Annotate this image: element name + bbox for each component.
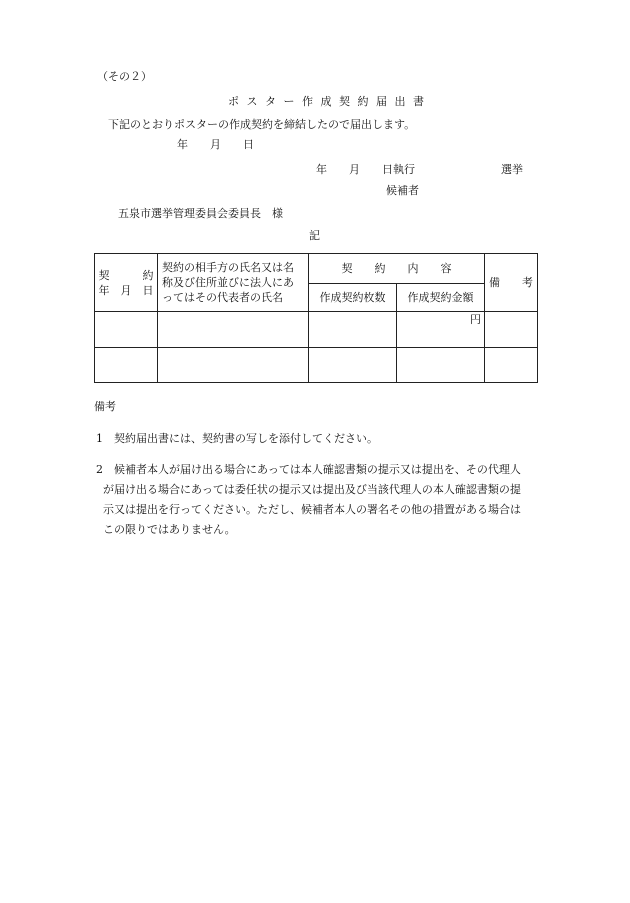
- intro-text: 下記のとおりポスターの作成契約を締結したので届出します。: [108, 118, 416, 131]
- table-row: [95, 348, 538, 383]
- cell-count-input[interactable]: [309, 312, 397, 348]
- header-contract-date-line1: 契 約: [98, 268, 154, 282]
- candidate-label: 候補者: [386, 184, 419, 197]
- header-counterparty: 契約の相手方の氏名又は名称及び住所並びに法人にあってはその代表者の氏名: [158, 254, 309, 312]
- notes-heading: 備考: [94, 400, 116, 413]
- note-item-2-line-4: この限りではありません。: [103, 523, 236, 536]
- yen-unit: 円: [470, 313, 481, 326]
- note-item-2-line-3: 示又は提出を行ってください。ただし、候補者本人の署名その他の措置がある場合は: [103, 503, 521, 516]
- cell-amount-input[interactable]: [397, 312, 485, 348]
- cell-remarks-input[interactable]: [485, 348, 538, 383]
- header-contract-amount: 作成契約金額: [397, 284, 485, 312]
- note-item-2: [96, 460, 521, 540]
- election-label: 選挙: [501, 163, 523, 176]
- addressee: 五泉市選挙管理委員会委員長 様: [118, 207, 283, 220]
- election-date: 年 月 日執行: [316, 163, 415, 176]
- header-contract-content: 契 約 内 容: [309, 254, 485, 284]
- header-remarks: 備 考: [485, 254, 538, 312]
- table-row: [95, 312, 538, 348]
- note-item-2-line-1: 2 候補者本人が届け出る場合にあっては本人確認書類の提示又は提出を、その代理人: [96, 463, 521, 476]
- header-contract-date: [95, 254, 158, 312]
- ki-label: 記: [309, 229, 320, 242]
- cell-date-input[interactable]: [95, 312, 158, 348]
- note-item-1: 1 契約届出書には、契約書の写しを添付してください。: [96, 432, 378, 445]
- note-item-2-line-2: が届け出る場合にあっては委任状の提示又は提出及び当該代理人の本人確認書類の提: [103, 483, 521, 496]
- header-contract-date-line2: 年 月 日: [98, 283, 154, 297]
- cell-amount-input[interactable]: [397, 348, 485, 383]
- cell-party-input[interactable]: [158, 348, 309, 383]
- contract-table: [94, 253, 538, 383]
- header-contract-count: 作成契約枚数: [309, 284, 397, 312]
- cell-remarks-input[interactable]: [485, 312, 538, 348]
- page-title: ポ ス タ ー 作 成 契 約 届 出 書: [228, 95, 426, 108]
- cell-count-input[interactable]: [309, 348, 397, 383]
- form-number: （その２）: [97, 70, 152, 83]
- cell-party-input[interactable]: [158, 312, 309, 348]
- cell-date-input[interactable]: [95, 348, 158, 383]
- submission-date: 年 月 日: [177, 138, 254, 151]
